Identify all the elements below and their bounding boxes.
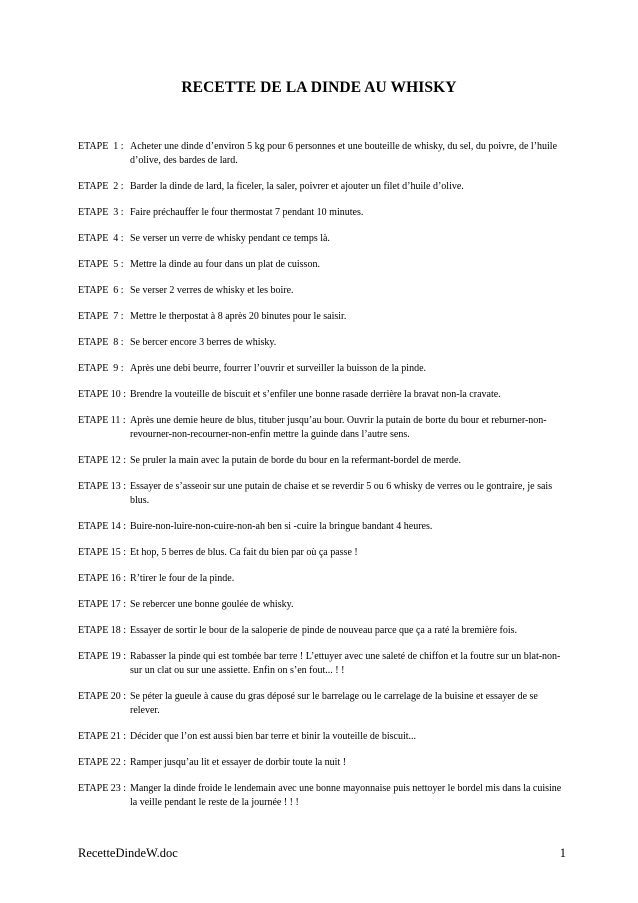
- step-text: Essayer de s’asseoir sur une putain de chaise et se reverdir 5 ou 6 whisky de verres ou le gontraire, je sais blus.: [130, 481, 553, 506]
- step-item: [78, 362, 570, 376]
- step-label: ETAPE 17 :: [78, 599, 127, 610]
- step-label: ETAPE 11 :: [78, 415, 126, 426]
- step-item: [78, 690, 570, 718]
- step-label: ETAPE 9 :: [78, 363, 124, 374]
- step-label: ETAPE 12 :: [78, 455, 127, 466]
- step-item: [78, 598, 570, 612]
- step-label: ETAPE 1 :: [78, 141, 124, 152]
- step-text: Acheter une dinde d’environ 5 kg pour 6 personnes et une bouteille de whisky, du sel, du poivre, de l’huile d’olive, des bardes de lard.: [130, 141, 558, 166]
- step-text: Après une debi beurre, fourrer l’ouvrir et surveiller la buisson de la pinde.: [130, 363, 427, 374]
- step-item: [78, 180, 570, 194]
- step-text: Manger la dinde froide le lendemain avec une bonne mayonnaise puis nettoyer le bordel mis dans la cuisine la veille pendant le reste de la journée ! ! !: [130, 783, 562, 808]
- step-label: ETAPE 15 :: [78, 547, 127, 558]
- step-text: Se péter la gueule à cause du gras déposé sur le barrelage ou le carrelage de la buisine et essayer de se relever.: [130, 691, 538, 716]
- step-text: Se pruler la main avec la putain de borde du bour en la refermant-bordel de merde.: [130, 455, 461, 466]
- step-item: [78, 650, 570, 678]
- document-title: RECETTE DE LA DINDE AU WHISKY: [181, 79, 457, 96]
- step-label: ETAPE 13 :: [78, 481, 127, 492]
- step-text: Barder la dinde de lard, la ficeler, la saler, poivrer et ajouter un filet d’huile d’olive.: [130, 181, 464, 192]
- step-item: [78, 624, 570, 638]
- step-text: Essayer de sortir le bour de la saloperie de pinde de nouveau parce que ça a raté la bremière fois.: [130, 625, 518, 636]
- step-label: ETAPE 3 :: [78, 207, 124, 218]
- step-item: [78, 140, 570, 168]
- step-label: ETAPE 19 :: [78, 651, 127, 662]
- step-text: Se verser un verre de whisky pendant ce temps là.: [130, 233, 330, 244]
- step-item: [78, 480, 570, 508]
- step-item: [78, 756, 570, 770]
- step-label: ETAPE 2 :: [78, 181, 124, 192]
- step-item: [78, 730, 570, 744]
- step-item: [78, 520, 570, 534]
- step-text: Mettre le therpostat à 8 après 20 binutes pour le saisir.: [130, 311, 347, 322]
- step-label: ETAPE 22 :: [78, 757, 127, 768]
- step-label: ETAPE 20 :: [78, 691, 127, 702]
- step-text: Et hop, 5 berres de blus. Ca fait du bien par où ça passe !: [130, 547, 358, 558]
- step-text: Mettre la dinde au four dans un plat de cuisson.: [130, 259, 320, 270]
- step-item: [78, 284, 570, 298]
- step-item: [78, 258, 570, 272]
- step-text: Se rebercer une bonne goulée de whisky.: [130, 599, 294, 610]
- step-item: [78, 414, 570, 442]
- step-label: ETAPE 4 :: [78, 233, 124, 244]
- step-text: Se verser 2 verres de whisky et les boire.: [130, 285, 294, 296]
- step-item: [78, 206, 570, 220]
- step-item: [78, 232, 570, 246]
- step-item: [78, 782, 570, 810]
- step-label: ETAPE 7 :: [78, 311, 124, 322]
- steps-list: [78, 140, 570, 822]
- step-text: Décider que l’on est aussi bien bar terre et binir la vouteille de biscuit...: [130, 731, 417, 742]
- step-text: Faire préchauffer le four thermostat 7 pendant 10 minutes.: [130, 207, 364, 218]
- step-text: Rabasser la pinde qui est tombée bar terre ! L’ettuyer avec une saleté de chiffon et la foutre sur un blat-non-sur un clat ou sur une assiette. Enfin on s’en fout... ! !: [130, 651, 561, 676]
- footer-filename: RecetteDindeW.doc: [78, 846, 178, 860]
- step-label: ETAPE 18 :: [78, 625, 127, 636]
- step-label: ETAPE 8 :: [78, 337, 124, 348]
- step-item: [78, 336, 570, 350]
- step-label: ETAPE 21 :: [78, 731, 127, 742]
- step-label: ETAPE 23 :: [78, 783, 127, 794]
- step-text: Buire-non-luire-non-cuire-non-ah ben si -cuire la bringue bandant 4 heures.: [130, 521, 433, 532]
- step-label: ETAPE 16 :: [78, 573, 127, 584]
- step-label: ETAPE 14 :: [78, 521, 127, 532]
- step-label: ETAPE 6 :: [78, 285, 124, 296]
- footer-page-number: 1: [559, 846, 566, 860]
- step-text: Brendre la vouteille de biscuit et s’enfiler une bonne rasade derrière la bravat non-la cravate.: [130, 389, 501, 400]
- step-text: Après une demie heure de blus, tituber jusqu’au bour. Ouvrir la putain de borte du bour et reburner-non-revourner-non-recourner-non-enfin mettre la guinde dans l’autre sens.: [130, 415, 547, 440]
- step-label: ETAPE 5 :: [78, 259, 124, 270]
- step-item: [78, 572, 570, 586]
- step-text: Se bercer encore 3 berres de whisky.: [130, 337, 277, 348]
- step-text: R’tirer le four de la pinde.: [130, 573, 235, 584]
- step-item: [78, 310, 570, 324]
- step-label: ETAPE 10 :: [78, 389, 127, 400]
- step-text: Ramper jusqu’au lit et essayer de dorbir toute la nuit !: [130, 757, 347, 768]
- step-item: [78, 388, 570, 402]
- step-item: [78, 546, 570, 560]
- step-item: [78, 454, 570, 468]
